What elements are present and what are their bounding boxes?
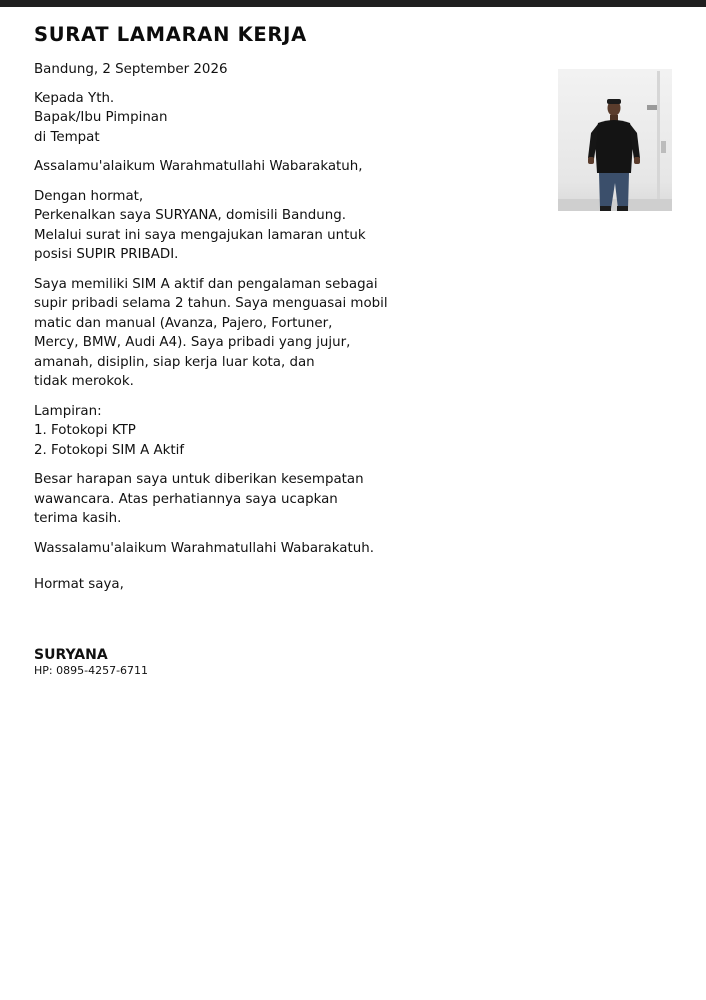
signature-space: [34, 595, 434, 646]
recipient-block: Kepada Yth. Bapak/Ibu Pimpinan di Tempat: [34, 90, 168, 145]
letter-date: Bandung, 2 September 2026: [34, 62, 228, 77]
attachments-list: Lampiran: 1. Fotokopi KTP 2. Fotokopi SIM A Aktif: [34, 403, 185, 458]
closing-salam: Wassalamu'alaikum Warahmatullahi Wabarakatuh.: [34, 540, 374, 556]
top-border: [0, 0, 706, 7]
signature-name: SURYANA: [34, 646, 108, 663]
intro-paragraph: Dengan hormat, Perkenalkan saya SURYANA, domisili Bandung. Melalui surat ini saya mengajukan lamaran untuk posisi SUPIR PRIBADI.: [34, 188, 366, 262]
letter-body: [34, 22, 434, 678]
greeting: Assalamu'alaikum Warahmatullahi Wabarakatuh,: [34, 159, 363, 174]
experience-paragraph: Saya memiliki SIM A aktif dan pengalaman sebagai supir pribadi selama 2 tahun. Saya menguasai mobil matic dan manual (Avanza, Pajero, Fortuner, Mercy, BMW, Audi A4). Saya pribadi yang jujur, amanah, disiplin, siap kerja luar kota, dan tidak merokok.: [34, 276, 388, 389]
phone-number: HP: 0895-4257-6711: [34, 663, 149, 677]
hope-paragraph: Besar harapan saya untuk diberikan kesempatan wawancara. Atas perhatiannya saya ucapkan terima kasih.: [34, 472, 364, 526]
closing-phrase: Hormat saya,: [34, 577, 124, 592]
letter-title: SURAT LAMARAN KERJA: [34, 23, 307, 46]
applicant-photo: [558, 63, 672, 211]
